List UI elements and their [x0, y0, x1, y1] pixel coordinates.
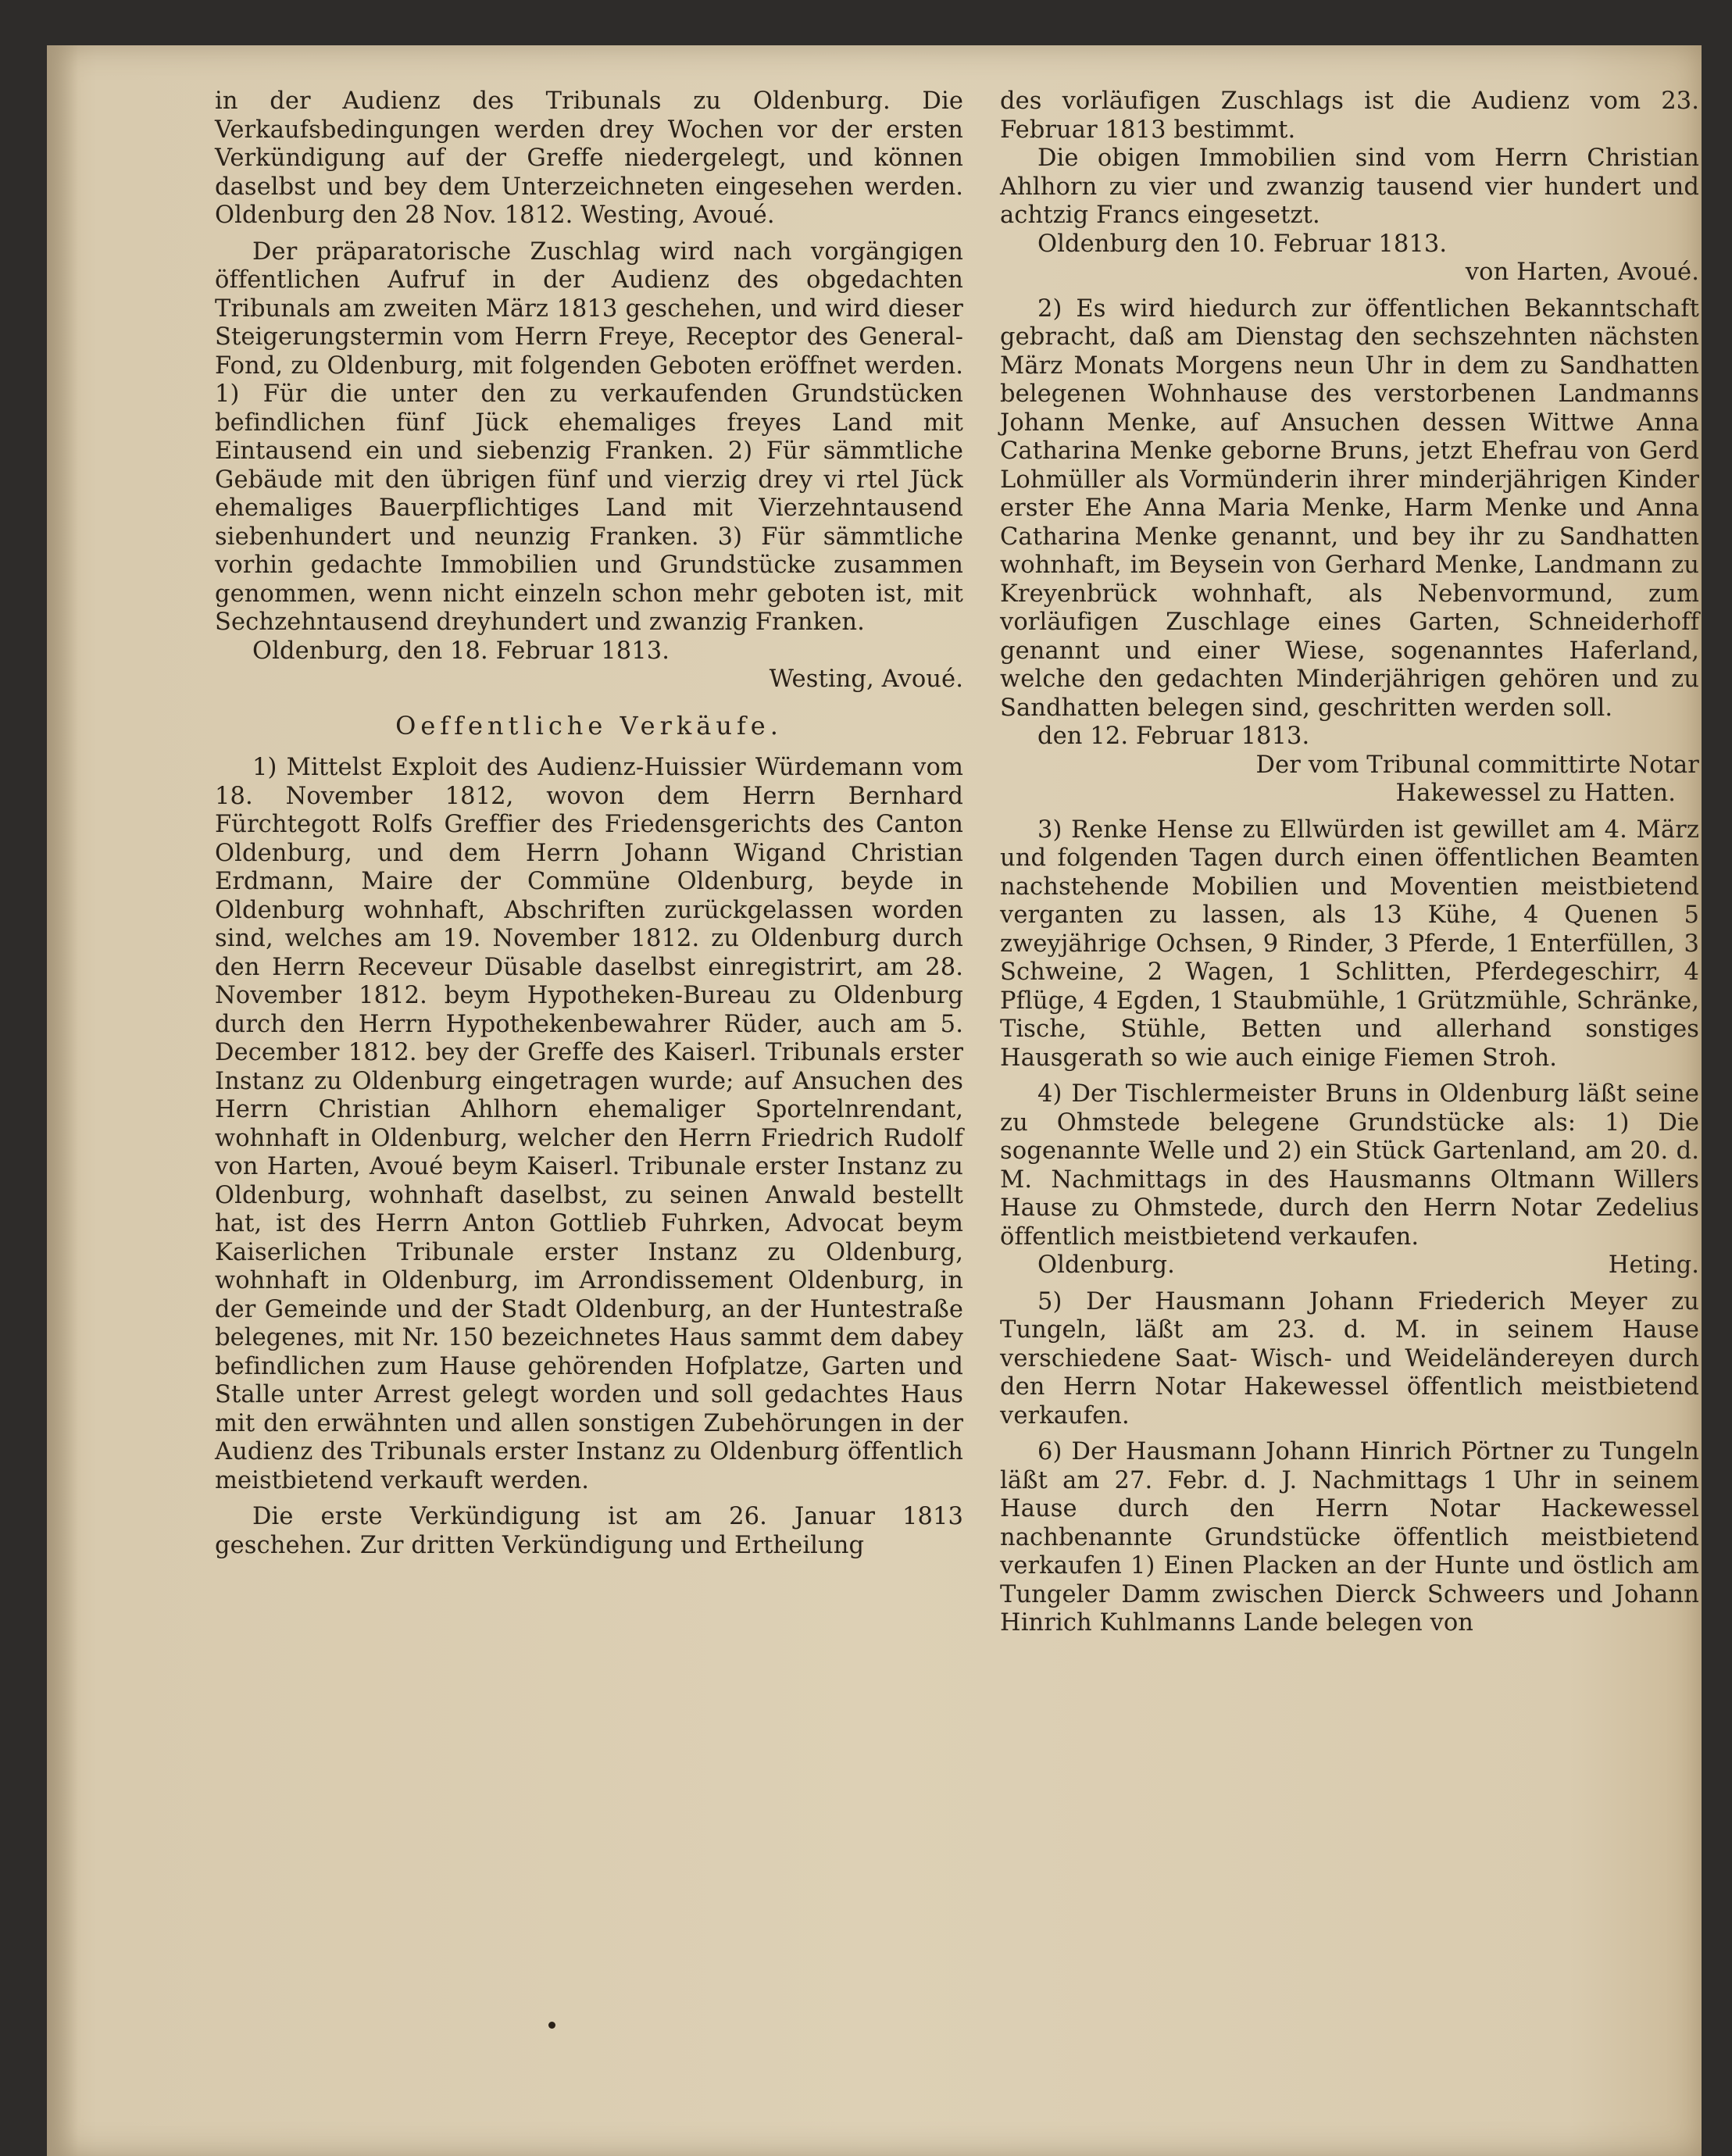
section-heading-oeffentliche-verkaeufe: Oeffentliche Verkäufe.	[395, 710, 783, 741]
left-paragraph-1: in der Audienz des Tribunals zu Oldenburg. Die Verkaufsbedingungen werden drey Wochen vor der ersten Verkündigung auf der Greffe niedergelegt, und können daselbst und bey dem Unterzeichneten eingesehen werden. Oldenburg den 28 Nov. 1812. Westing, Avoué.	[215, 87, 963, 229]
left-date-line: Oldenburg, den 18. Februar 1813.	[252, 637, 670, 665]
left-paragraph-notice-1: 1) Mittelst Exploit des Audienz-Huissier Würdemann vom 18. November 1812, wovon dem Herrn Bernhard Fürchtegott Rolfs Greffier des Friedensgerichts des Canton Oldenburg, und dem Herrn Johann Wigand Christian Erdmann, Maire der Commüne Oldenburg, beyde in Oldenburg wohnhaft, Abschriften zurückgelassen worden sind, welches am 19. November 1812. zu Oldenburg durch den Herrn Receveur Düsable daselbst einregistrirt, am 28. November 1812. beym Hypotheken-Bureau zu Oldenburg durch den Herrn Hypothekenbewahrer Rüder, auch am 5. December 1812. bey der Greffe des Kaiserl. Tribunals erster Instanz zu Oldenburg eingetragen wurde; auf Ansuchen des Herrn Christian Ahlhorn ehemaliger Sportelnrendant, wohnhaft in Oldenburg, welcher den Herrn Friedrich Rudolf von Harten, Avoué beym Kaiserl. Tribunale erster Instanz zu Oldenburg, wohnhaft daselbst, zu seinen Anwald bestellt hat, ist des Herrn Anton Gottlieb Fuhrken, Advocat beym Kaiserlichen Tribunale erster Instanz zu Oldenburg, wohnhaft in Oldenburg, im Arrondissement Oldenburg, in der Gemeinde und der Stadt Oldenburg, an der Huntestraße belegenes, mit Nr. 150 bezeichnetes Haus sammt dem dabey befindlichen zum Hause gehörenden Hofplatze, Garten und Stalle unter Arrest gelegt worden und soll gedachtes Haus mit den erwähnten und allen sonstigen Zubehörungen in der Audienz des Tribunals erster Instanz zu Oldenburg öffentlich meistbietend verkauft werden.	[215, 754, 963, 1494]
right-column	[1000, 87, 1699, 1638]
left-column	[215, 87, 963, 1560]
left-signature-westing: Westing, Avoué.	[769, 666, 963, 693]
page-spine-shadow	[47, 45, 78, 2156]
right-place-oldenburg: Oldenburg.	[1037, 1251, 1175, 1279]
right-paragraph-2: Die obigen Immobilien sind vom Herrn Christian Ahlhorn zu vier und zwanzig tausend vier hundert und achtzig Francs eingesetzt.	[1000, 145, 1699, 229]
right-date-line: Oldenburg den 10. Februar 1813.	[1037, 230, 1448, 258]
right-signature-von-harten: von Harten, Avoué.	[1465, 259, 1699, 286]
left-paragraph-2: Der präparatorische Zuschlag wird nach vorgängigen öffentlichen Aufruf in der Audienz des obgedachten Tribunals am zweiten März 1813 geschehen, und wird dieser Steigerungstermin vom Herrn Freye, Receptor des General-Fond, zu Oldenburg, mit folgenden Geboten eröffnet werden. 1) Für die unter den zu verkaufenden Grundstücken befindlichen fünf Jück ehemaliges freyes Land mit Eintausend ein und siebenzig Franken. 2) Für sämmtliche Gebäude mit den übrigen fünf und vierzig drey vi rtel Jück ehemaliges Bauerpflichtiges Land mit Vierzehntausend siebenhundert und neunzig Franken. 3) Für sämmtliche vorhin gedachte Immobilien und Grundstücke zusammen genommen, wenn nicht einzeln schon mehr geboten ist, mit Sechzehntausend dreyhundert und zwanzig Franken.	[215, 237, 963, 636]
right-signature-notar-line2: Hakewessel zu Hatten.	[1395, 780, 1676, 807]
ink-dot-mark	[548, 2022, 555, 2029]
right-paragraph-1: des vorläufigen Zuschlags ist die Audienz vom 23. Februar 1813 bestimmt.	[1000, 87, 1699, 144]
left-paragraph-verkuendigung: Die erste Verkündigung ist am 26. Januar 1813 geschehen. Zur dritten Verkündigung und Ertheilung	[215, 1503, 963, 1559]
right-date-line-2: den 12. Februar 1813.	[1037, 723, 1310, 750]
right-signature-heting-row	[1000, 1251, 1699, 1280]
right-paragraph-notice-4: 4) Der Tischlermeister Bruns in Oldenburg läßt seine zu Ohmstede belegene Grundstücke als: 1) Die sogenannte Welle und 2) ein Stück Gartenland, am 20. d. M. Nachmittags in des Hausmanns Oltmann Willers Hause zu Ohmstede, durch den Herrn Notar Zedelius öffentlich meistbietend verkaufen.	[1000, 1080, 1699, 1251]
right-signature-heting: Heting.	[1608, 1251, 1699, 1279]
right-paragraph-notice-5: 5) Der Hausmann Johann Friederich Meyer zu Tungeln, läßt am 23. d. M. in seinem Hause verschiedene Saat- Wisch- und Weideländereyen durch den Herrn Notar Hakewessel öffentlich meistbietend verkaufen.	[1000, 1287, 1699, 1430]
right-paragraph-notice-3: 3) Renke Hense zu Ellwürden ist gewillet am 4. März und folgenden Tagen durch einen öffentlichen Beamten nachstehende Mobilien und Moventien meistbietend verganten zu lassen, als 13 Kühe, 4 Quenen 5 zweyjährige Ochsen, 9 Rinder, 3 Pferde, 1 Enterfüllen, 3 Schweine, 2 Wagen, 1 Schlitten, Pferdegeschirr, 4 Pflüge, 4 Egden, 1 Staubmühle, 1 Grützmühle, Schränke, Tische, Stühle, Betten und allerhand sonstiges Hausgerath so wie auch einige Fiemen Stroh.	[1000, 816, 1699, 1072]
right-paragraph-notice-2: 2) Es wird hiedurch zur öffentlichen Bekanntschaft gebracht, daß am Dienstag den sechszehnten nächsten März Monats Morgens neun Uhr in dem zu Sandhatten belegenen Wohnhause des verstorbenen Landmanns Johann Menke, auf Ansuchen dessen Wittwe Anna Catharina Menke geborne Bruns, jetzt Ehefrau von Gerd Lohmüller als Vormünderin ihrer minderjährigen Kinder erster Ehe Anna Maria Menke, Harm Menke und Anna Catharina Menke genannt, und bey ihr zu Sandhatten wohnhaft, im Beysein von Gerhard Menke, Landmann zu Kreyenbrück wohnhaft, als Nebenvormund, zum vorläufigen Zuschlage eines Garten, Schneiderhoff genannt und einer Wiese, sogenanntes Haferland, welche den gedachten Minderjährigen gehören und zu Sandhatten belegen sind, geschritten werden soll.	[1000, 294, 1699, 722]
right-signature-notar-line1: Der vom Tribunal committirte Notar	[1255, 751, 1699, 779]
right-paragraph-notice-6: 6) Der Hausmann Johann Hinrich Pörtner zu Tungeln läßt am 27. Febr. d. J. Nachmittags 1 Uhr in seinem Hause durch den Herrn Notar Hackewessel nachbenannte Grundstücke öffentlich meistbietend verkaufen 1) Einen Placken an der Hunte und östlich am Tungeler Damm zwischen Dierck Schweers und Johann Hinrich Kuhlmanns Lande belegen von	[1000, 1438, 1699, 1637]
